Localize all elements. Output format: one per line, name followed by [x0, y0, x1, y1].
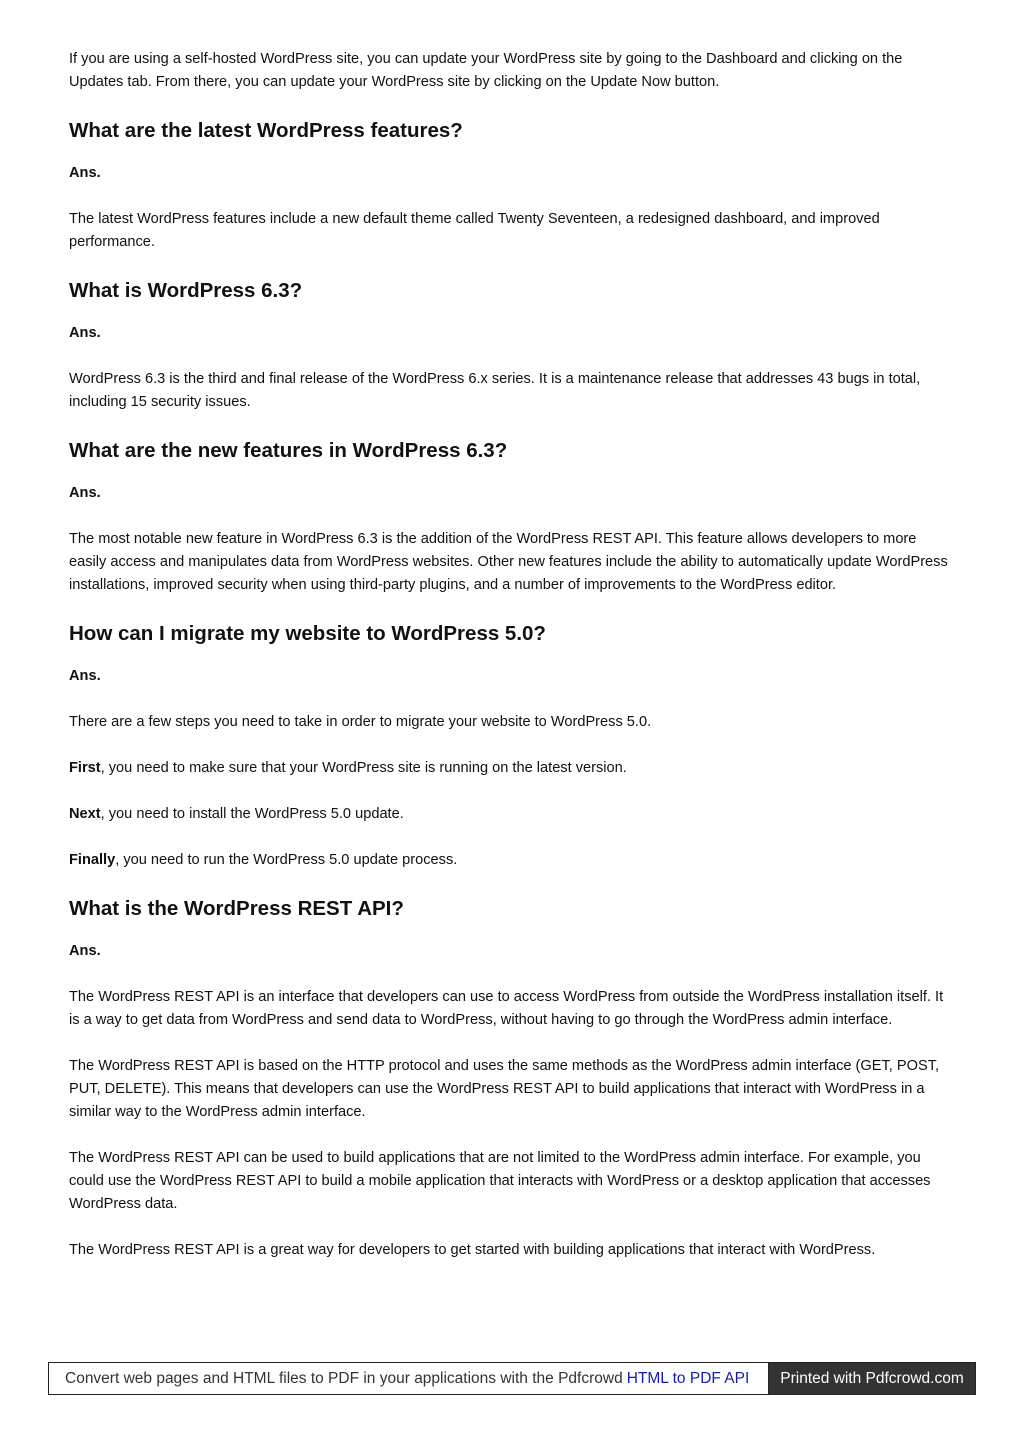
footer-convert-banner — [48, 1362, 768, 1395]
step-text: , you need to install the WordPress 5.0 update. — [100, 806, 404, 822]
migration-step — [69, 849, 953, 872]
faq-question: What are the latest WordPress features? — [69, 119, 463, 142]
faq-answer: The WordPress REST API is a great way for developers to get started with building applications that interact with WordPress. — [69, 1242, 876, 1258]
faq-question: What is the WordPress REST API? — [69, 897, 404, 920]
html-to-pdf-api-link[interactable]: HTML to PDF API — [626, 1369, 750, 1387]
step-lead: Finally — [69, 852, 116, 868]
faq-answer: The WordPress REST API can be used to build applications that are not limited to the WordPress admin interface. For example, you could use the WordPress REST API to build a mobile application that interacts with WordPress or a desktop application that accesses WordPress data. — [69, 1150, 931, 1212]
step-text: , you need to run the WordPress 5.0 update process. — [115, 852, 458, 868]
faq-question: What are the new features in WordPress 6.3? — [69, 439, 508, 462]
faq-answer: The WordPress REST API is an interface that developers can use to access WordPress from outside the WordPress installation itself. It is a way to get data from WordPress and send data to WordPress, without having to go through the WordPress admin interface. — [69, 989, 944, 1028]
migration-step — [69, 803, 953, 826]
faq-answer: The most notable new feature in WordPress 6.3 is the addition of the WordPress REST API. This feature allows developers to more easily access and manipulates data from WordPress websites. Other new features include the ability to automatically update WordPress installations, improved security when using third-party plugins, and a number of improvements to the WordPress editor. — [69, 531, 948, 593]
faq-question: What is WordPress 6.3? — [69, 279, 303, 302]
printed-with-badge[interactable] — [768, 1362, 976, 1395]
ans-label: Ans. — [69, 943, 101, 959]
intro-paragraph: If you are using a self-hosted WordPress site, you can update your WordPress site by going to the Dashboard and clicking on the Updates tab. From there, you can update your WordPress site by clicking on the Update Now button. — [69, 51, 903, 90]
faq-answer: There are a few steps you need to take in order to migrate your website to WordPress 5.0. — [69, 714, 652, 730]
faq-question: How can I migrate my website to WordPress 5.0? — [69, 622, 546, 645]
ans-label: Ans. — [69, 165, 101, 181]
printed-with-text: Printed with Pdfcrowd.com — [780, 1369, 964, 1387]
document-content — [69, 48, 953, 1285]
migration-step — [69, 757, 953, 780]
faq-answer: WordPress 6.3 is the third and final release of the WordPress 6.x series. It is a maintenance release that addresses 43 bugs in total, including 15 security issues. — [69, 371, 921, 410]
ans-label: Ans. — [69, 485, 101, 501]
step-text: , you need to make sure that your WordPress site is running on the latest version. — [100, 760, 627, 776]
pdfcrowd-footer — [48, 1362, 976, 1395]
faq-answer: The latest WordPress features include a new default theme called Twenty Seventeen, a redesigned dashboard, and improved performance. — [69, 211, 880, 250]
step-lead: First — [69, 760, 101, 776]
ans-label: Ans. — [69, 668, 101, 684]
footer-convert-text: Convert web pages and HTML files to PDF in your applications with the Pdfcrowd — [65, 1369, 623, 1387]
ans-label: Ans. — [69, 325, 101, 341]
faq-answer: The WordPress REST API is based on the HTTP protocol and uses the same methods as the WordPress admin interface (GET, POST, PUT, DELETE). This means that developers can use the WordPress REST API to build applications that interact with WordPress in a similar way to the WordPress admin interface. — [69, 1058, 940, 1120]
step-lead: Next — [69, 806, 101, 822]
